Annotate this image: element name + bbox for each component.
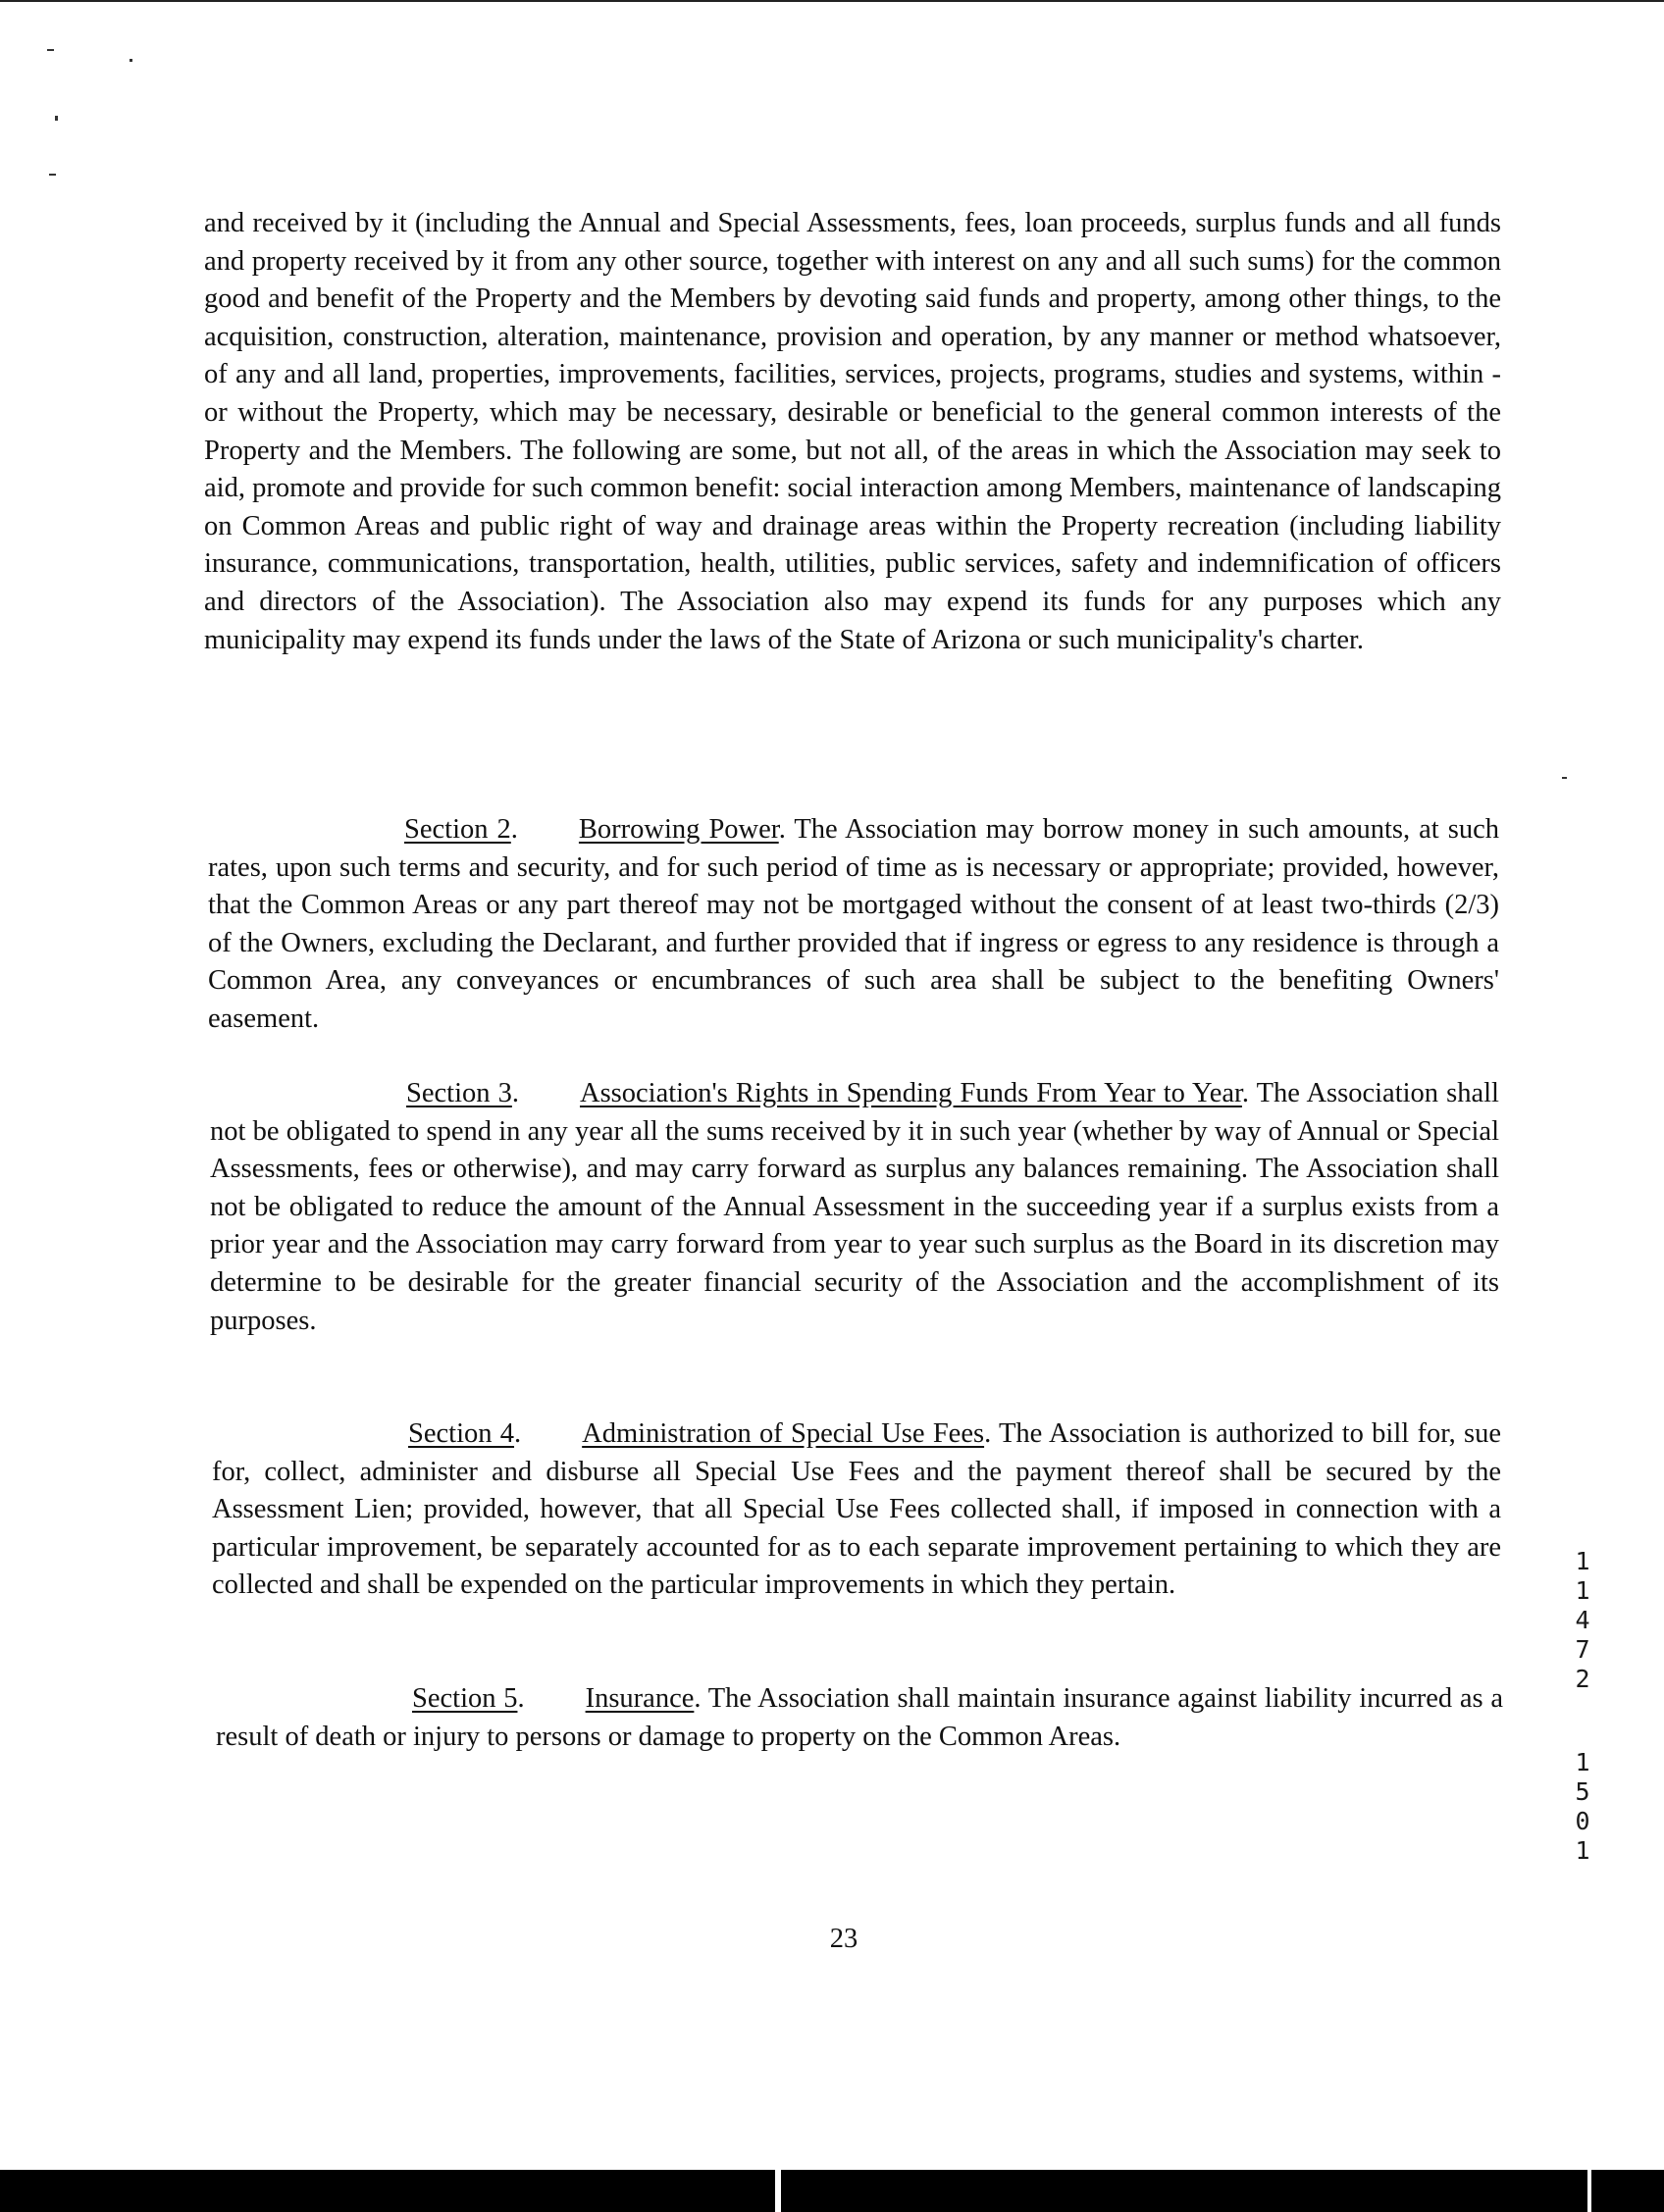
section-4-title: Administration of Special Use Fees bbox=[582, 1418, 985, 1449]
section-4-body: . The Association is authorized to bill for, sue for, collect, administer and disburse all Special Use Fees and the payment thereof shall be secured by the Assessment Lien; provided, however, that all Special Use Fees collected shall, if imposed in connection with a particular improvement, be separately accounted for as to each separate improvement pertaining to which they are collected and shall be expended on the particular improvements in which they pertain. bbox=[212, 1418, 1501, 1601]
scan-speck bbox=[1562, 777, 1567, 779]
scan-speck bbox=[130, 59, 132, 62]
section-2-label: Section 2 bbox=[404, 814, 511, 845]
section-3-label: Section 3 bbox=[406, 1078, 512, 1108]
scan-speck bbox=[49, 174, 56, 176]
section-label-period: . bbox=[517, 1683, 525, 1714]
section-5-title: Insurance bbox=[585, 1683, 695, 1714]
section-4-paragraph bbox=[212, 1415, 1501, 1605]
scan-border-gap bbox=[775, 2170, 781, 2212]
section-2-body: . The Association may borrow money in such amounts, at such rates, upon such terms and security, and for such period of time as is necessary or appropriate; provided, however, that the Common Areas or any part thereof may not be mortgaged without the consent of at least two-thirds (2/3) of the Owners, excluding the Declarant, and further provided that if ingress or egress to any residence is through a Common Area, any conveyances or encumbrances of such area shall be subject to the benefiting Owners' easement. bbox=[208, 814, 1499, 1034]
section-3-paragraph bbox=[210, 1075, 1499, 1340]
section-label-period: . bbox=[514, 1418, 522, 1449]
section-3-body: . The Association shall not be obligated to spend in any year all the sums received by it in such year (whether by way of Annual or Special Assessments, fees or otherwise), and may carry forward as surplus any balances remaining. The Association shall not be obligated to reduce the amount of the Annual Assessment in the succeeding year if a surplus exists from a prior year and the Association may carry forward from year to year such surplus as the Board in its discretion may determine to be desirable for the greater financial security of the Association and the accomplishment of its purposes. bbox=[210, 1078, 1499, 1336]
intro-paragraph-text: and received by it (including the Annual and Special Assessments, fees, loan proceeds, surplus funds and all funds and property received by it from any other source, together with interest on any and all such sums) for the common good and benefit of the Property and the Members by devoting said funds and property, among other things, to the acquisition, construction, alteration, maintenance, provision and operation, by any manner or method whatsoever, of any and all land, properties, improvements, facilities, services, projects, programs, studies and systems, within -or without the Property, which may be necessary, desirable or beneficial to the general common interests of the Property and the Members. The following are some, but not all, of the areas in which the Association may seek to aid, promote and provide for such common benefit: social interaction among Members, maintenance of landscaping on Common Areas and public right of way and drainage areas within the Property recreation (including liability insurance, communications, transportation, health, utilities, public services, safety and indemnification of officers and directors of the Association). The Association also may expend its funds for any purposes which any municipality may expend its funds under the laws of the State of Arizona or such municipality's charter. bbox=[204, 208, 1501, 655]
section-3-title: Association's Rights in Spending Funds From Year to Year bbox=[579, 1078, 1242, 1108]
scan-speck bbox=[55, 116, 58, 121]
scan-border-gap bbox=[1587, 2170, 1591, 2212]
scan-speck bbox=[47, 49, 54, 51]
section-5-paragraph bbox=[216, 1680, 1503, 1756]
section-2-title: Borrowing Power bbox=[578, 814, 779, 845]
section-5-body: . The Association shall maintain insurance against liability incurred as a result of death or injury to persons or damage to property on the Common Areas. bbox=[216, 1683, 1503, 1752]
recording-stamp-lower: 1501 bbox=[1575, 1748, 1590, 1865]
section-2-paragraph bbox=[208, 811, 1499, 1039]
section-label-period: . bbox=[510, 814, 518, 845]
scan-bottom-border bbox=[0, 2170, 1664, 2212]
recording-stamp-upper: 11472 bbox=[1575, 1547, 1590, 1693]
scan-top-border bbox=[0, 0, 1664, 2]
section-5-label: Section 5 bbox=[412, 1683, 518, 1714]
intro-paragraph bbox=[204, 205, 1501, 659]
page-number: 23 bbox=[829, 1924, 858, 1954]
section-label-period: . bbox=[511, 1078, 519, 1108]
section-4-label: Section 4 bbox=[408, 1418, 515, 1449]
